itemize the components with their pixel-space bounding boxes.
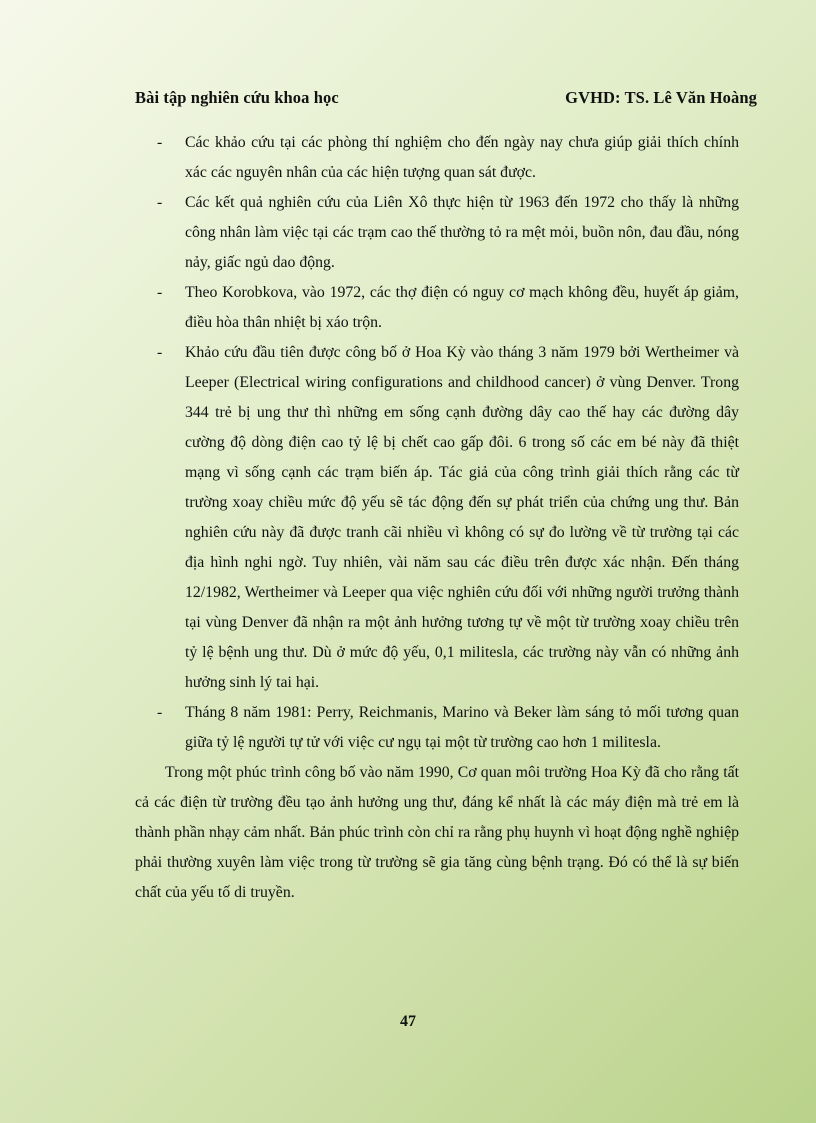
list-item-text: Các khảo cứu tại các phòng thí nghiệm cho đến ngày nay chưa giúp giải thích chính xác các nguyên nhân của các hiện tượng quan sát được.	[185, 134, 739, 181]
bullet-dash: -	[157, 284, 163, 301]
header-title: Bài tập nghiên cứu khoa học	[135, 88, 339, 107]
body-paragraph: Trong một phúc trình công bố vào năm 1990, Cơ quan môi trường Hoa Kỳ đã cho rằng tất cả các điện từ trường đều tạo ảnh hưởng ung thư, đáng kể nhất là các máy điện mà trẻ em là thành phần nhạy cảm nhất. Bản phúc trình còn chỉ ra rằng phụ huynh vì hoạt động nghề nghiệp phải thường xuyên làm việc trong từ trường sẽ gia tăng cùng bệnh trạng. Đó có thể là sự biến chất của yếu tố di truyền.	[135, 764, 739, 901]
bullet-dash: -	[157, 344, 163, 361]
list-item	[135, 188, 739, 278]
list-item-text: Các kết quả nghiên cứu của Liên Xô thực hiện từ 1963 đến 1972 cho thấy là những công nhân làm việc tại các trạm cao thế thường tỏ ra mệt mỏi, buồn nôn, đau đầu, nóng nảy, giấc ngủ dao động.	[185, 194, 739, 271]
bullet-list	[135, 128, 739, 758]
list-item-text: Tháng 8 năm 1981: Perry, Reichmanis, Marino và Beker làm sáng tỏ mối tương quan giữa tỷ lệ người tự tử với việc cư ngụ tại một từ trường cao hơn 1 militesla.	[185, 704, 739, 751]
page-content	[135, 128, 739, 908]
bullet-dash: -	[157, 134, 163, 151]
bullet-dash: -	[157, 704, 163, 721]
list-item	[135, 278, 739, 338]
list-item	[135, 698, 739, 758]
page-header	[135, 88, 757, 108]
header-advisor: GVHD: TS. Lê Văn Hoàng	[565, 88, 757, 107]
page-number: 47	[400, 1013, 416, 1030]
list-item	[135, 338, 739, 698]
list-item-text: Theo Korobkova, vào 1972, các thợ điện có nguy cơ mạch không đều, huyết áp giảm, điều hòa thân nhiệt bị xáo trộn.	[185, 284, 739, 331]
list-item-text: Khảo cứu đầu tiên được công bố ở Hoa Kỳ vào tháng 3 năm 1979 bởi Wertheimer và Leeper (Electrical wiring configurations and childhood cancer) ở vùng Denver. Trong 344 trẻ bị ung thư thì những em sống cạnh đường dây cao thế hay các đường dây cường độ dòng điện cao tỷ lệ bị chết cao gấp đôi. 6 trong số các em bé này đã thiệt mạng vì sống cạnh các trạm biến áp. Tác giả của công trình giải thích rằng các từ trường xoay chiều mức độ yếu sẽ tác động đến sự phát triển của chứng ung thư. Bản nghiên cứu này đã được tranh cãi nhiều vì không có sự đo lường về từ trường tại các địa hình nghi ngờ. Tuy nhiên, vài năm sau các điều trên được xác nhận. Đến tháng 12/1982, Wertheimer và Leeper qua việc nghiên cứu đối với những người trưởng thành tại vùng Denver đã nhận ra một ảnh hưởng tương tự về một từ trường xoay chiều trên tỷ lệ bệnh ung thư. Dù ở mức độ yếu, 0,1 militesla, các trường này vẫn có những ảnh hưởng sinh lý tai hại.	[185, 344, 739, 691]
bullet-dash: -	[157, 194, 163, 211]
list-item	[135, 128, 739, 188]
